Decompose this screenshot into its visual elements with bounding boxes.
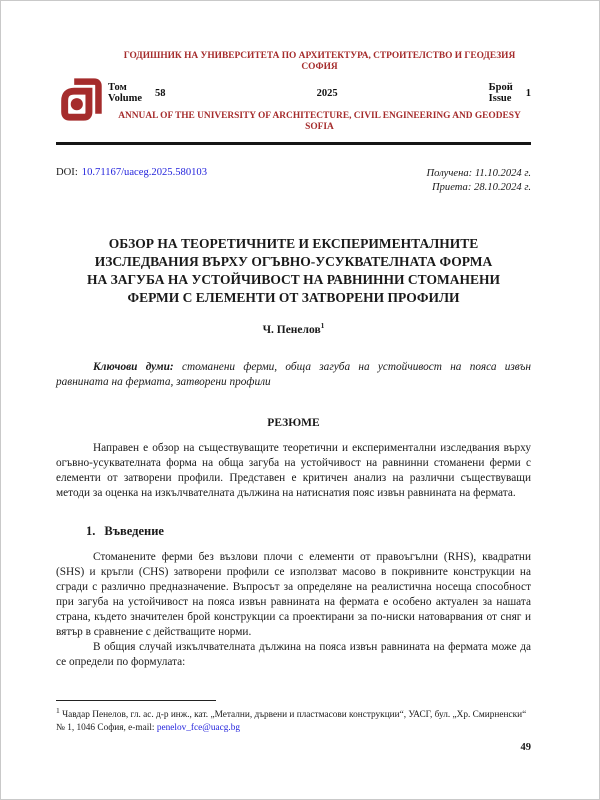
author-name: Ч. Пенелов [262,323,321,336]
page-number: 49 [520,742,531,753]
journal-masthead [56,51,531,133]
keywords-label: Ключови думи: [93,360,174,373]
doi-line [56,167,207,195]
doi-link[interactable]: 10.71167/uaceg.2025.580103 [81,167,208,178]
article-title-line: ИЗСЛЕДВАНИЯ ВЪРХУ ОГЪВНО-УСУКВАТЕЛНАТА ФОРМА [94,254,493,269]
uaceg-logo [56,70,108,128]
volume-value: 58 [155,87,166,99]
section-1-number: 1. [86,523,96,538]
volume-label-en: Volume [108,93,143,104]
dates-block [426,167,531,195]
footnote-rule [56,700,216,701]
issue-labels [489,82,513,104]
journal-city-en: SOFIA [305,122,334,132]
journal-title-en-block [108,111,531,133]
volume-label-bg: Том [108,82,127,93]
volume-labels [108,82,142,104]
volume-issue-row [108,82,531,104]
masthead-rule [56,142,531,145]
journal-title-en: ANNUAL OF THE UNIVERSITY OF ARCHITECTURE, CIVIL ENGINEERING AND GEODESY [118,111,521,121]
page-content [56,1,531,670]
doi-label: DOI: [56,167,78,178]
issue-value: 1 [525,87,531,99]
footnote-text: Чавдар Пенелов, гл. ас. д-р инж., кат. „Метални, дървени и пластмасови конструкции“, УАСГ, бул. „Хр. Смирненски“ № 1, 1046 София, e-mail: [56,710,527,733]
section-1-paragraph-2: В общия случай изкълчвателната дължина на пояса извън равнината на фермата може да се определи по формулата: [56,640,531,668]
issue-label-en: Issue [488,93,512,104]
keywords-paragraph [56,360,531,390]
author-footnote [56,700,531,734]
article-title-line: НА ЗАГУБА НА УСТОЙЧИВОСТ НА РАВНИННИ СТОМАНЕНИ [86,272,501,287]
masthead-text [108,51,531,133]
year-value: 2025 [316,87,338,99]
volume-cell [108,82,166,104]
meta-row [56,167,531,195]
footnote-email-link[interactable]: penelov_fce@uacg.bg [156,722,241,733]
article-title-line: ОБЗОР НА ТЕОРЕТИЧНИТЕ И ЕКСПЕРИМЕНТАЛНИТЕ [108,236,479,251]
keywords-text: стоманени ферми, обща загуба на устойчивост на пояса извън равнината на фермата, затворени профили [56,360,532,388]
footnote-mark: 1 [56,706,60,715]
journal-title-bg: ГОДИШНИК НА УНИВЕРСИТЕТА ПО АРХИТЕКТУРА, СТРОИТЕЛСТВО И ГЕОДЕЗИЯ [123,51,516,61]
author-line [56,321,531,336]
issue-cell [489,82,531,104]
issue-label-bg: Брой [488,82,513,93]
article-title-line: ФЕРМИ С ЕЛЕМЕНТИ ОТ ЗАТВОРЕНИ ПРОФИЛИ [127,290,460,305]
section-1-heading [56,524,531,539]
abstract-paragraph: Направен е обзор на съществуващите теоретични и експериментални изследвания върху огъвно-усуквателната форма на обща загуба на устойчивост на равнинни стоманени ферми с елементи от затворени профили. Представен е критичен анализ на различни съществуващи методи за оценка на изкълчвателната дължина на натиснатия пояс извън равнината на фермата. [56,441,531,499]
journal-city-bg: СОФИЯ [301,62,338,72]
section-1-paragraph-1: Стоманените ферми без възлови плочи с елементи от правоъгълни (RHS), квадратни (SHS) и кръгли (CHS) затворени профили се използват масово в покривните конструкции на сгради с различно предназначение. Въпросът за определяне на реалистична носеща способност при загуба на устойчивост на пояса извън равнината на фермата е особено актуален за нашата страна, където значителен брой конструкции са проектирани за по-ниски натоварвания от сняг и вятър в сравнение с действащите норми. [56,550,531,638]
received-date: Получена: 11.10.2024 г. [426,168,531,179]
section-1-title: Въведение [104,523,164,538]
abstract-heading: РЕЗЮМЕ [267,416,320,429]
accepted-date: Приета: 28.10.2024 г. [431,182,531,193]
article-title [56,235,531,307]
author-footnote-mark: 1 [320,321,325,330]
